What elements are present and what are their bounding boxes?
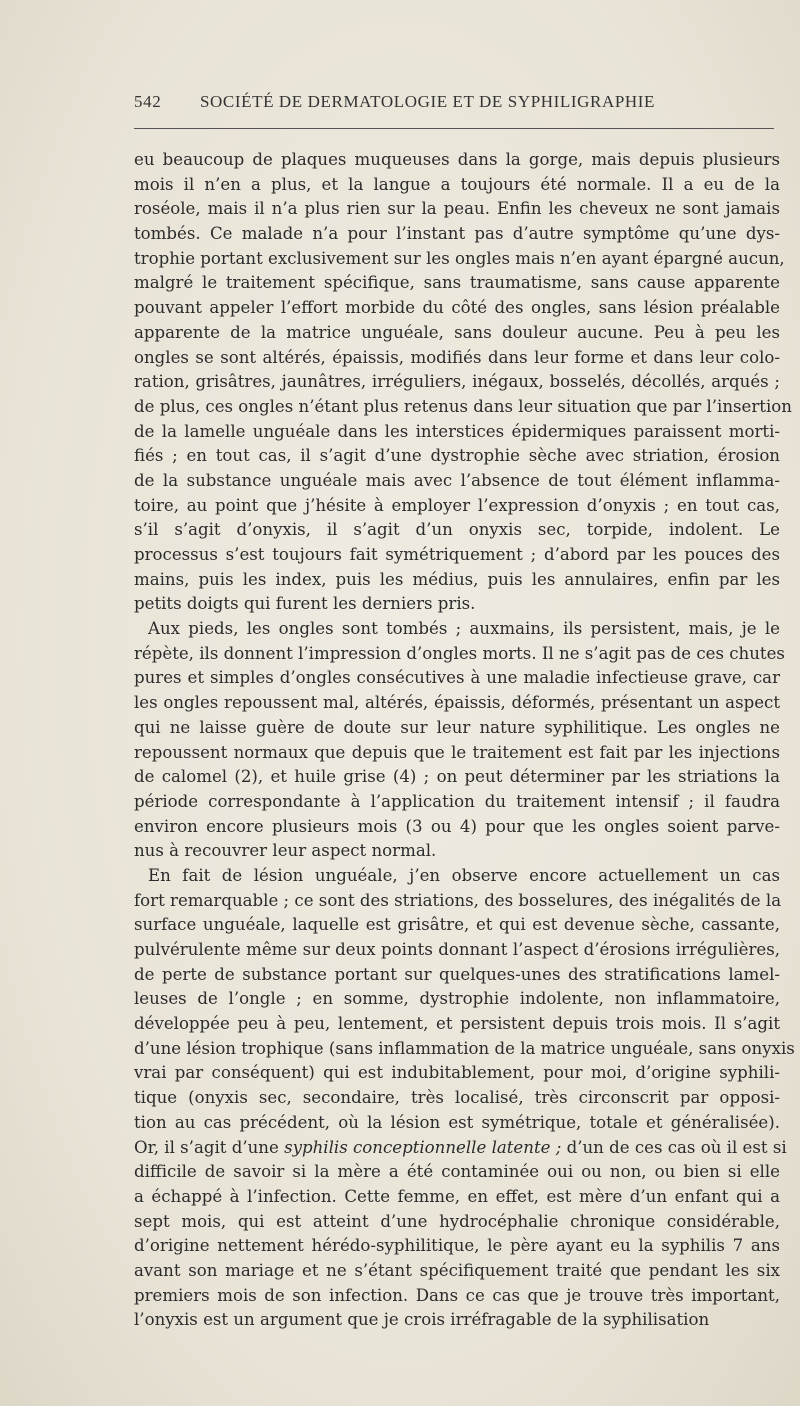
- text-line: mains, puis les index, puis les médius, puis les annulaires, enfin par les: [134, 569, 780, 589]
- text-line: Aux pieds, les ongles sont tombés ; auxmains, ils persistent, mais, je le: [148, 619, 780, 639]
- text-line: tombés. Ce malade n’a pour l’instant pas d’autre symptôme qu’une dys-: [134, 224, 780, 244]
- paragraph: [134, 864, 795, 1333]
- text-line: avant son mariage et ne s’étant spécifiquement traité que pendant les six: [134, 1260, 780, 1280]
- text-line: difficile de savoir si la mère a été contaminée oui ou non, ou bien si elle: [134, 1162, 780, 1182]
- text-line: Or, il s’agit d’une syphilis conceptionnelle latente ; d’un de ces cas où il est si: [134, 1137, 787, 1157]
- text-line: trophie portant exclusivement sur les ongles mais n’en ayant épargné aucun,: [134, 248, 785, 268]
- text-line: pures et simples d’ongles consécutives à une maladie infectieuse grave, car: [134, 668, 780, 688]
- header-rule: [134, 128, 774, 129]
- text-line: En fait de lésion unguéale, j’en observe encore actuellement un cas: [148, 865, 780, 885]
- text-line: malgré le traitement spécifique, sans traumatisme, sans cause apparente: [134, 273, 780, 293]
- text-line: eu beaucoup de plaques muqueuses dans la gorge, mais depuis plusieurs: [134, 150, 780, 169]
- text-line: pulvérulente même sur deux points donnant l’aspect d’érosions irrégulières,: [134, 940, 780, 959]
- text-line: fiés ; en tout cas, il s’agit d’une dystrophie sèche avec striation, érosion: [134, 446, 780, 466]
- text-line: de calomel (2), et huile grise (4) ; on peut déterminer par les striations la: [134, 767, 780, 787]
- text-line: environ encore plusieurs mois (3 ou 4) pour que les ongles soient parve-: [134, 816, 780, 836]
- text-line: processus s’est toujours fait symétriquement ; d’abord par les pouces des: [134, 545, 780, 564]
- page-number: 542: [134, 92, 162, 111]
- text-line: l’onyxis est un argument que je crois irréfragable de la syphilisation: [134, 1310, 710, 1330]
- text-line: petits doigts qui furent les derniers pris.: [134, 594, 476, 614]
- text-line: pouvant appeler l’effort morbide du côté des ongles, sans lésion préalable: [134, 298, 780, 318]
- text-line: a échappé à l’infection. Cette femme, en effet, est mère d’un enfant qui a: [134, 1186, 780, 1206]
- text-line: répète, ils donnent l’impression d’ongles morts. Il ne s’agit pas de ces chutes: [134, 643, 785, 663]
- text-line: s’il s’agit d’onyxis, il s’agit d’un onyxis sec, torpide, indolent. Le: [134, 520, 780, 540]
- running-head-title: SOCIÉTÉ DE DERMATOLOGIE ET DE SYPHILIGRAPHIE: [200, 92, 656, 111]
- text-line: toire, au point que j’hésite à employer l’expression d’onyxis ; en tout cas,: [134, 495, 780, 515]
- text-line: période correspondante à l’application du traitement intensif ; il faudra: [134, 791, 780, 811]
- text-line: nus à recouvrer leur aspect normal.: [134, 841, 437, 861]
- text-line: de la lamelle unguéale dans les interstices épidermiques paraissent morti-: [134, 421, 780, 441]
- text-line: premiers mois de son infection. Dans ce cas que je trouve très important,: [134, 1285, 780, 1305]
- text-line: de la substance unguéale mais avec l’absence de tout élément inflamma-: [134, 470, 780, 490]
- text-line: mois il n’en a plus, et la langue a toujours été normale. Il a eu de la: [134, 174, 780, 194]
- text-line: repoussent normaux que depuis que le traitement est fait par les injections: [134, 742, 780, 762]
- text-line: les ongles repoussent mal, altérés, épaissis, déformés, présentant un aspect: [134, 693, 780, 713]
- text-line: leuses de l’ongle ; en somme, dystrophie indolente, non inflammatoire,: [134, 989, 780, 1009]
- text-line: sept mois, qui est atteint d’une hydrocéphalie chronique considérable,: [134, 1211, 780, 1231]
- text-line: d’une lésion trophique (sans inflammation de la matrice unguéale, sans onyxis: [134, 1038, 795, 1058]
- text-line: ration, grisâtres, jaunâtres, irréguliers, inégaux, bosselés, décollés, arqués ;: [134, 372, 780, 392]
- paragraph: [134, 617, 785, 864]
- paragraph: [134, 148, 792, 617]
- body-text: [134, 148, 795, 1333]
- text-line: tion au cas précédent, où la lésion est symétrique, totale et généralisée).: [134, 1112, 780, 1132]
- text-line: développée peu à peu, lentement, et persistent depuis trois mois. Il s’agit: [134, 1014, 780, 1034]
- text-line: tique (onyxis sec, secondaire, très localisé, très circonscrit par opposi-: [134, 1088, 780, 1108]
- text-line: de perte de substance portant sur quelques-unes des stratifications lamel-: [134, 964, 780, 984]
- text-line: de plus, ces ongles n’étant plus retenus dans leur situation que par l’insertion: [134, 396, 792, 416]
- text-line: vrai par conséquent) qui est indubitablement, pour moi, d’origine syphili-: [134, 1063, 780, 1083]
- text-line: fort remarquable ; ce sont des striations, des bosselures, des inégalités de la: [134, 890, 782, 910]
- text-line: surface unguéale, laquelle est grisâtre, et qui est devenue sèche, cassante,: [134, 915, 780, 935]
- text-line: apparente de la matrice unguéale, sans douleur aucune. Peu à peu les: [134, 322, 780, 342]
- text-line: ongles se sont altérés, épaissis, modifiés dans leur forme et dans leur colo-: [134, 347, 780, 367]
- text-line: qui ne laisse guère de doute sur leur nature syphilitique. Les ongles ne: [134, 717, 780, 737]
- text-line: d’origine nettement hérédo-syphilitique, le père ayant eu la syphilis 7 ans: [134, 1236, 780, 1256]
- running-head: [134, 92, 774, 118]
- text-line: roséole, mais il n’a plus rien sur la peau. Enfin les cheveux ne sont jamais: [134, 199, 780, 219]
